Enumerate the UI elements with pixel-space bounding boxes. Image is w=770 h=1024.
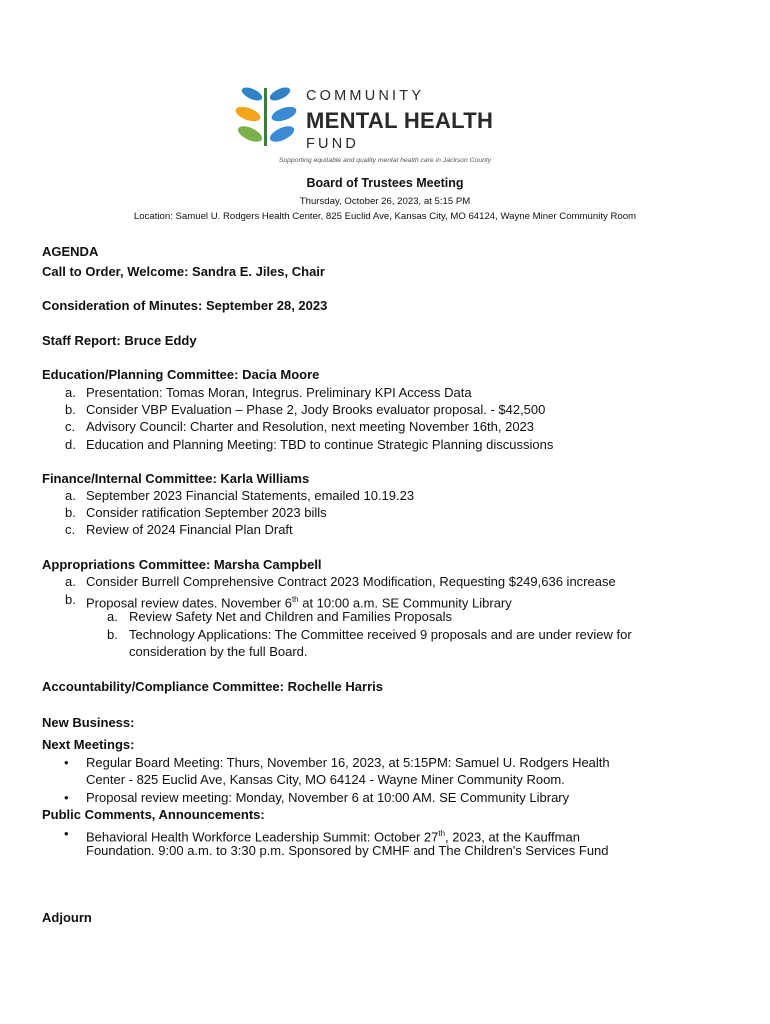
org-name-line3: FUND (306, 136, 360, 152)
next-meeting-item-cont: Center - 825 Euclid Ave, Kansas City, MO 64124 - Wayne Miner Community Room. (86, 772, 565, 787)
adjourn: Adjourn (42, 910, 92, 925)
minutes-item: Consideration of Minutes: September 28, 2023 (42, 298, 328, 313)
finance-item: Review of 2024 Financial Plan Draft (86, 522, 293, 537)
appropriations-subitem: Review Safety Net and Children and Families Proposals (129, 609, 452, 624)
meeting-date: Thursday, October 26, 2023, at 5:15 PM (299, 196, 471, 207)
org-logo (230, 84, 540, 154)
education-heading: Education/Planning Committee: Dacia Moore (42, 367, 320, 382)
appropriations-subitem-cont: consideration by the full Board. (129, 644, 308, 659)
education-item-marker: c. (65, 419, 76, 434)
education-item: Advisory Council: Charter and Resolution, next meeting November 16th, 2023 (86, 419, 535, 434)
org-name-line2: MENTAL HEALTH (306, 108, 494, 133)
staff-report: Staff Report: Bruce Eddy (42, 333, 197, 348)
org-tagline: Supporting equitable and quality mental health care in Jackson County (278, 157, 492, 164)
education-item-marker: b. (65, 402, 76, 417)
education-item: Consider VBP Evaluation – Phase 2, Jody Brooks evaluator proposal. - $42,500 (86, 402, 546, 417)
new-business-heading: New Business: (42, 715, 135, 730)
appropriations-item-marker: b. (65, 592, 76, 607)
appropriations-subitem-marker: a. (107, 609, 118, 624)
appropriations-subitem-marker: b. (107, 627, 118, 642)
finance-item-marker: a. (65, 488, 76, 503)
appropriations-item: Consider Burrell Comprehensive Contract 2023 Modification, Requesting $249,636 increase (86, 574, 616, 589)
finance-item-marker: c. (65, 522, 76, 537)
org-name-line1: COMMUNITY (306, 88, 425, 104)
meeting-location: Location: Samuel U. Rodgers Health Center, 825 Euclid Ave, Kansas City, MO 64124, Wayne Miner Community Room (133, 211, 637, 222)
bullet-icon: • (64, 790, 69, 805)
ordinal-suffix: th (438, 829, 446, 838)
education-item: Presentation: Tomas Moran, Integrus. Preliminary KPI Access Data (86, 385, 472, 400)
call-to-order: Call to Order, Welcome: Sandra E. Jiles, Chair (42, 264, 325, 279)
announcement-text: Behavioral Health Workforce Leadership Summit: October 27 (86, 829, 439, 845)
proposal-dates-text: Proposal review dates. November 6 (86, 595, 292, 611)
next-meeting-item: Proposal review meeting: Monday, November 6 at 10:00 AM. SE Community Library (86, 790, 570, 805)
announcement-item-cont: Foundation. 9:00 a.m. to 3:30 p.m. Sponsored by CMHF and The Children's Services Fund (86, 843, 609, 858)
ordinal-suffix: th (291, 595, 299, 604)
education-item: Education and Planning Meeting: TBD to continue Strategic Planning discussions (86, 437, 554, 452)
next-meetings-heading: Next Meetings: (42, 737, 135, 752)
appropriations-subitem: Technology Applications: The Committee received 9 proposals and are under review for (129, 627, 632, 642)
bullet-icon: • (64, 826, 69, 841)
appropriations-heading: Appropriations Committee: Marsha Campbell (42, 557, 322, 572)
proposal-dates-text-end: at 10:00 a.m. SE Community Library (298, 595, 512, 611)
finance-item: Consider ratification September 2023 bills (86, 505, 327, 520)
public-comments-heading: Public Comments, Announcements: (42, 807, 265, 822)
agenda-heading: AGENDA (42, 244, 99, 259)
finance-item: September 2023 Financial Statements, emailed 10.19.23 (86, 488, 415, 503)
education-item-marker: a. (65, 385, 76, 400)
announcement-text-end: , 2023, at the Kauffman (445, 829, 580, 845)
leaf-logo-icon (230, 84, 302, 154)
education-item-marker: d. (65, 437, 76, 452)
next-meeting-item: Regular Board Meeting: Thurs, November 16, 2023, at 5:15PM: Samuel U. Rodgers Health (86, 755, 610, 770)
appropriations-item-marker: a. (65, 574, 76, 589)
finance-item-marker: b. (65, 505, 76, 520)
bullet-icon: • (64, 755, 69, 770)
finance-heading: Finance/Internal Committee: Karla Williams (42, 471, 310, 486)
accountability-heading: Accountability/Compliance Committee: Rochelle Harris (42, 679, 383, 694)
meeting-title: Board of Trustees Meeting (306, 176, 464, 190)
